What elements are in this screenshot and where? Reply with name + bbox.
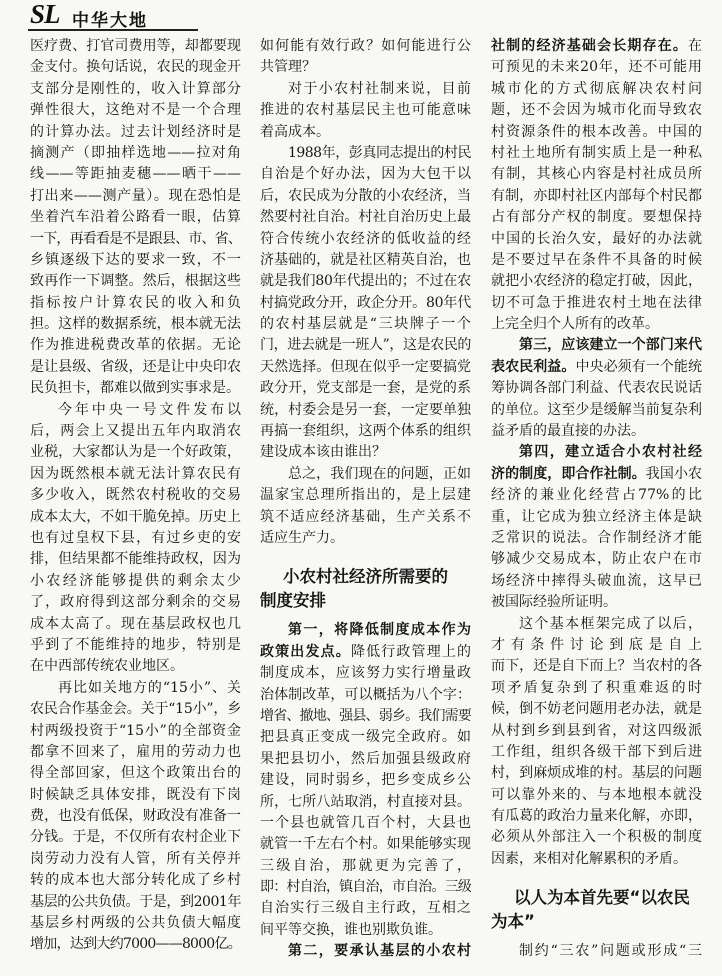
- text-line: [30, 849, 241, 870]
- text-line: [491, 271, 702, 292]
- line-text: 一个县也就管几百个村，大县也: [260, 814, 471, 831]
- line-text: 总之，我们现在的问题，正如: [288, 465, 471, 482]
- line-text: 在: [688, 38, 702, 54]
- text-line: [30, 827, 241, 848]
- text-line: [30, 699, 241, 720]
- line-text: 是不要过早在条件不具备的时候: [491, 251, 702, 268]
- text-line: [260, 834, 471, 855]
- text-line: [491, 941, 702, 962]
- text-line: [260, 642, 471, 663]
- bold-lead-text: 政策出发点。: [260, 643, 351, 660]
- text-line: [260, 941, 471, 962]
- section-title: 中华大地: [72, 11, 148, 31]
- line-text: 作为推进税费改革的依据。无论: [30, 337, 241, 354]
- line-text: 的单位。这至少是缓解当前复杂利: [491, 401, 702, 418]
- bold-lead-text: 第一，将降低制度成本作为: [288, 622, 471, 639]
- line-text: 业税，大家都认为是一个好政策，: [30, 444, 241, 461]
- line-text: 项矛盾复杂到了积重难返的时: [491, 679, 702, 696]
- text-line: [30, 763, 241, 784]
- article-column-3: [491, 36, 702, 963]
- text-line: [260, 856, 471, 877]
- text-line: [491, 656, 702, 677]
- text-line: [491, 421, 702, 442]
- text-line: [260, 314, 471, 335]
- text-line: [491, 678, 702, 699]
- line-text: 济基础的，就是社区精英自治，也: [260, 251, 471, 268]
- text-line: [491, 186, 702, 207]
- line-text: 村资源条件的根本改善。中国的: [491, 123, 702, 140]
- text-line: [260, 792, 471, 813]
- line-text: 的计算办法。过去计划经济时是: [30, 123, 241, 140]
- bold-lead-text: 第二，要承认基层的小农村: [288, 943, 471, 960]
- text-line: [491, 143, 702, 164]
- line-text: 摘测产（即抽样选地——拉对角: [30, 144, 241, 161]
- text-line: [30, 164, 241, 185]
- line-text: 可预见的未来20年，还不可能用: [491, 59, 702, 76]
- paragraph: [491, 941, 702, 962]
- text-line: [30, 870, 241, 891]
- line-text: 占有部分产权的制度。要想保持: [491, 209, 702, 226]
- text-line: [30, 378, 241, 399]
- line-text: 的农村基层就是“三块牌子一个: [260, 316, 471, 333]
- line-text: 坐着汽车沿着公路看一眼，估算: [30, 209, 241, 226]
- text-line: [30, 122, 241, 143]
- paragraph: [260, 941, 471, 962]
- line-text: 从村到乡到县到省，对这四级派: [491, 722, 702, 739]
- section-heading-line: 制度安排: [260, 591, 326, 611]
- line-text: 线——等距抽麦穗——晒干——: [30, 166, 241, 183]
- text-line: [491, 250, 702, 271]
- text-line: [30, 614, 241, 635]
- paragraph: [30, 36, 241, 400]
- line-text: 果把县切小，然后加强县级政府: [260, 750, 471, 767]
- text-line: [491, 571, 702, 592]
- text-line: [30, 229, 241, 250]
- line-text: 即：村自治，镇自治，市自治。三级: [260, 879, 471, 896]
- text-line: [491, 485, 702, 506]
- line-text: 基层的公共负债。于是，到2001年: [30, 893, 241, 910]
- text-line: [260, 528, 471, 549]
- line-text: 自治是个好办法，因为大包干以: [260, 166, 471, 183]
- text-line: [260, 421, 471, 442]
- text-line: [491, 314, 702, 335]
- text-line: [260, 122, 471, 143]
- text-line: [30, 442, 241, 463]
- bold-lead-text: 济的制度，即合作社制。: [491, 465, 646, 482]
- article-column-2: [260, 36, 471, 963]
- line-text: 也有过皇权下县，有过乡吏的安: [30, 529, 241, 546]
- text-line: [30, 549, 241, 570]
- text-line: [30, 293, 241, 314]
- line-text: 就管一千左右个村。如果能够实现: [260, 836, 471, 853]
- text-line: [30, 207, 241, 228]
- text-line: [30, 934, 241, 955]
- line-text: 益矛盾的最直接的办法。: [491, 423, 645, 440]
- text-line: [260, 620, 471, 641]
- text-line: [260, 143, 471, 164]
- text-line: [491, 335, 702, 356]
- text-line: [491, 79, 702, 100]
- line-text: 基层乡村两级的公共负债大幅度: [30, 915, 241, 932]
- line-text: 把县真正变成一级完全政府。如: [260, 729, 471, 746]
- text-line: [30, 785, 241, 806]
- bold-lead-text: 表农民利益。: [491, 358, 576, 375]
- text-line: [260, 207, 471, 228]
- text-line: [260, 685, 471, 706]
- line-text: 小农经济能够提供的剩余太少: [30, 572, 241, 589]
- text-line: [491, 528, 702, 549]
- text-line: [30, 271, 241, 292]
- line-text: 乎到了不能维持的地步，特别是: [30, 636, 241, 653]
- text-line: [30, 678, 241, 699]
- line-text: 成本太大，不如干脆免掉。历史上: [30, 508, 241, 525]
- text-line: [491, 699, 702, 720]
- text-line: [260, 464, 471, 485]
- line-text: 降低行政管理上的: [350, 643, 471, 660]
- line-text: 对于小农村社制来说，目前: [288, 80, 471, 97]
- text-line: [491, 122, 702, 143]
- bold-lead-text: 第四，建立适合小农村社经: [519, 444, 702, 461]
- paragraph: [260, 620, 471, 941]
- line-text: 都拿不回来了，雇用的劳动力也: [30, 743, 241, 760]
- text-line: [491, 464, 702, 485]
- text-line: [30, 507, 241, 528]
- line-text: 再比如关地方的“15小”、关: [58, 679, 241, 696]
- paragraph: [30, 400, 241, 678]
- line-text: 城市化的方式彻底解决农村问: [491, 80, 702, 97]
- text-line: [491, 207, 702, 228]
- text-line: [30, 250, 241, 271]
- text-line: [491, 57, 702, 78]
- text-line: [260, 813, 471, 834]
- text-line: [260, 749, 471, 770]
- line-text: 适应生产力。: [260, 529, 344, 546]
- section-heading-line: 为本”: [491, 912, 535, 932]
- line-text: 弹性很大，这绝对不是一个合理: [30, 102, 241, 119]
- line-text: 然要村社自治。村社自治历史上最: [260, 209, 471, 226]
- line-text: 分钱。于是，不仅所有农村企业下: [30, 829, 241, 846]
- page-header: [28, 2, 198, 31]
- line-text: 统，村委会是另一套，一定要单独: [260, 401, 471, 418]
- text-line: [30, 892, 241, 913]
- text-line: [30, 485, 241, 506]
- text-line: [30, 57, 241, 78]
- line-text: 有瓜葛的政治力量来化解，亦即，: [491, 808, 702, 825]
- text-line: [260, 293, 471, 314]
- section-heading-line: 小农村社经济所需要的: [283, 567, 448, 587]
- line-text: 致再作一下调整。然后，根据这些: [30, 273, 241, 290]
- line-text: 工作组，组织各级干部下到后进: [491, 743, 702, 760]
- line-text: 着高成本。: [260, 123, 330, 140]
- text-line: [30, 186, 241, 207]
- line-text: 中央必须有一个能统: [575, 358, 702, 375]
- line-text: 后，农民成为分散的小农经济，当: [260, 187, 471, 204]
- line-text: 担。这样的数据系统，根本就无法: [30, 316, 241, 333]
- line-text: 得全部回家，但这个政策出台的: [30, 765, 241, 782]
- line-text: 间平等交换，谁也别欺负谁。: [260, 921, 442, 938]
- line-text: 共管理？: [260, 59, 316, 76]
- line-text: 就是我们80年代提出的；不过在农: [260, 273, 471, 290]
- line-text: 1988年，彭真同志提出的村民: [288, 144, 471, 161]
- line-text: 乏常识的说法。合作制经济才能: [491, 529, 702, 546]
- line-text: 被国际经验所证明。: [491, 594, 617, 611]
- line-text: 乡镇逐级下达的要求一致，不一: [30, 251, 241, 268]
- section-heading-line: 以人为本首先要“以农民: [514, 888, 690, 908]
- line-text: 候，倒不妨老问题用老办法，就是: [491, 701, 702, 718]
- text-line: [491, 442, 702, 463]
- line-text: 制度成本，应该努力实行增量政: [260, 665, 471, 682]
- line-text: 天然选择。但现在似乎一定要搞党: [260, 358, 471, 375]
- line-text: 民负担卡，都难以做到实事求是。: [30, 380, 240, 397]
- text-line: [491, 635, 702, 656]
- text-line: [260, 877, 471, 898]
- line-text: 金支付。换句话说，农民的现金开: [30, 59, 241, 76]
- text-line: [260, 920, 471, 941]
- text-line: [491, 36, 702, 57]
- line-text: 成本太高了。现在基层政权也几: [30, 615, 241, 632]
- text-line: [260, 57, 471, 78]
- text-line: [491, 164, 702, 185]
- text-line: [260, 229, 471, 250]
- text-line: [30, 721, 241, 742]
- paragraph: [30, 678, 241, 956]
- line-text: 因素，来相对化解累积的矛盾。: [491, 850, 687, 867]
- line-text: 治体制改革，可以概括为八个字：: [260, 686, 471, 703]
- line-text: 医疗费、打官司费用等，却都要现: [30, 38, 241, 54]
- line-text: 支部分是刚性的，收入计算部分: [30, 80, 241, 97]
- line-text: 村两级投资于“15小”的全部资金: [30, 722, 241, 739]
- line-text: 切不可急于推进农村土地在法律: [491, 294, 702, 311]
- text-line: [491, 721, 702, 742]
- text-line: [30, 592, 241, 613]
- text-line: [260, 335, 471, 356]
- text-line: [30, 314, 241, 335]
- line-text: 题，还不会因为城市化而导致农: [491, 102, 702, 119]
- line-text: 门，进去就是一班人”，这是农民的: [260, 337, 471, 354]
- paragraph: [260, 464, 471, 550]
- paragraph: [260, 36, 471, 79]
- text-line: [30, 806, 241, 827]
- line-text: 制约“三农”问题或形成“三: [519, 943, 702, 960]
- text-line: [491, 592, 702, 613]
- text-line: [491, 229, 702, 250]
- text-line: [260, 100, 471, 121]
- text-line: [260, 706, 471, 727]
- line-text: 建设成本该由谁出？: [260, 444, 386, 461]
- line-text: 自治实行三级自主行政，互相之: [260, 900, 471, 917]
- line-text: 了，政府得到这部分剩余的交易: [30, 594, 241, 611]
- text-line: [30, 100, 241, 121]
- text-line: [260, 271, 471, 292]
- line-text: 转的成本也大部分转化成了乡村: [30, 872, 241, 889]
- line-text: 推进的农村基层民主也可能意味: [260, 102, 471, 119]
- text-line: [260, 898, 471, 919]
- paragraph: [260, 79, 471, 143]
- text-line: [260, 164, 471, 185]
- text-line: [491, 100, 702, 121]
- line-text: 可以靠外来的、与本地根本就没: [491, 786, 702, 803]
- text-line: [491, 806, 702, 827]
- text-line: [30, 421, 241, 442]
- line-text: 有制，亦即村社区内部每个村民都: [491, 187, 702, 204]
- line-text: 村，到麻烦成堆的村。基层的问题: [491, 765, 702, 782]
- line-text: 我国小农: [645, 465, 702, 482]
- line-text: 符合传统小农经济的低收益的经: [260, 230, 471, 247]
- text-line: [491, 763, 702, 784]
- text-line: [491, 378, 702, 399]
- text-line: [260, 663, 471, 684]
- line-text: 这个基本框架完成了以后，: [519, 615, 702, 632]
- text-line: [491, 849, 702, 870]
- line-text: 指标按户计算农民的收入和负: [30, 294, 241, 311]
- line-text: 再搞一套组织，这两个体系的组织: [260, 423, 471, 440]
- text-line: [491, 614, 702, 635]
- line-text: 就把小农经济的稳定打破，因此，: [491, 273, 702, 290]
- text-line: [491, 827, 702, 848]
- text-line: [30, 571, 241, 592]
- line-text: 后，两会上又提出五年内取消农: [30, 423, 241, 440]
- line-text: 一下，再看看是不是跟县、市、省、: [30, 230, 241, 247]
- paragraph: [260, 143, 471, 464]
- line-text: 而下，还是自下而上？当农村的各: [491, 658, 702, 675]
- text-line: [260, 485, 471, 506]
- line-text: 打出来——测产量）。现在恐怕是: [30, 187, 241, 204]
- text-line: [260, 507, 471, 528]
- line-text: 三级自治，那就更为完善了，: [260, 857, 471, 874]
- bold-lead-text: 社制的经济基础会长期存在。: [491, 38, 688, 54]
- section-heading: [260, 565, 471, 613]
- text-line: [491, 293, 702, 314]
- line-text: 有制，其核心内容是村社成员所: [491, 166, 702, 183]
- text-line: [30, 528, 241, 549]
- paragraph: [491, 442, 702, 613]
- paragraph: [491, 614, 702, 871]
- line-text: 岗劳动力没有人管，所有关停并: [30, 850, 241, 867]
- text-line: [491, 742, 702, 763]
- line-text: 村社土地所有制实质上是一种私: [491, 144, 702, 161]
- line-text: 时候缺乏具体安排，既没有下岗: [30, 786, 241, 803]
- line-text: 增加，达到大约7000——8000亿。: [30, 936, 241, 953]
- text-line: [30, 357, 241, 378]
- text-line: [491, 549, 702, 570]
- text-line: [30, 143, 241, 164]
- line-text: 在中西部传统农业地区。: [30, 658, 184, 675]
- section-heading: [491, 886, 702, 934]
- line-text: 必须从外部注入一个积极的制度: [491, 829, 702, 846]
- line-text: 农民合作基金会。关于“15小”，乡: [30, 701, 241, 718]
- text-line: [30, 656, 241, 677]
- line-text: 今年中央一号文件发布以: [58, 401, 241, 418]
- text-line: [30, 79, 241, 100]
- text-line: [491, 357, 702, 378]
- text-line: [491, 400, 702, 421]
- line-text: 筑不适应经济基础，生产关系不: [260, 508, 471, 525]
- text-line: [260, 378, 471, 399]
- text-line: [260, 36, 471, 57]
- line-text: 经济的兼业化经营占77%的比: [491, 487, 702, 504]
- line-text: 建设，同时弱乡，把乡变成乡公: [260, 772, 471, 789]
- text-line: [30, 742, 241, 763]
- text-line: [260, 770, 471, 791]
- line-text: 费，也没有低保，财政没有准备一: [30, 808, 241, 825]
- line-text: 村搞党政分开，政企分开。80年代: [260, 294, 471, 311]
- text-line: [30, 464, 241, 485]
- line-text: 场经济中摔得头破血流，这早已: [491, 572, 702, 589]
- text-line: [491, 785, 702, 806]
- text-line: [260, 400, 471, 421]
- line-text: 如何能有效行政？如何能进行公: [260, 38, 471, 54]
- text-line: [260, 442, 471, 463]
- text-line: [260, 727, 471, 748]
- text-line: [260, 186, 471, 207]
- line-text: 是让县级、省级，还是让中央印农: [30, 358, 241, 375]
- line-text: 多少收入，既然农村税收的交易: [30, 487, 241, 504]
- line-text: 所，七所八站取消，村直接对县。: [260, 793, 471, 810]
- text-line: [491, 507, 702, 528]
- line-text: 增省、撤地、强县、弱乡。我们需要: [260, 707, 471, 724]
- magazine-logo: SL: [30, 0, 60, 29]
- line-text: 上完全归个人所有的改革。: [491, 316, 659, 333]
- paragraph: [491, 335, 702, 442]
- text-line: [30, 335, 241, 356]
- line-text: 政分开，党支部是一套，是党的系: [260, 380, 471, 397]
- text-line: [260, 250, 471, 271]
- line-text: 温家宝总理所指出的，是上层建: [260, 487, 471, 504]
- line-text: 才有条件讨论到底是自上: [491, 636, 702, 653]
- text-line: [260, 357, 471, 378]
- text-line: [260, 79, 471, 100]
- line-text: 因为既然根本就无法计算农民有: [30, 465, 241, 482]
- line-text: 重，让它成为独立经济主体是缺: [491, 508, 702, 525]
- bold-lead-text: 第三，应该建立一个部门来代: [519, 337, 702, 354]
- line-text: 中国的长治久安，最好的办法就: [491, 230, 702, 247]
- line-text: 够减少交易成本，防止农户在市: [491, 551, 702, 568]
- article-column-1: [30, 36, 241, 956]
- line-text: 筹协调各部门利益、代表农民说话: [491, 380, 702, 397]
- text-line: [30, 913, 241, 934]
- text-line: [30, 635, 241, 656]
- text-line: [30, 36, 241, 57]
- line-text: 排，但结果都不能维持政权，因为: [30, 551, 241, 568]
- paragraph: [491, 36, 702, 335]
- text-line: [30, 400, 241, 421]
